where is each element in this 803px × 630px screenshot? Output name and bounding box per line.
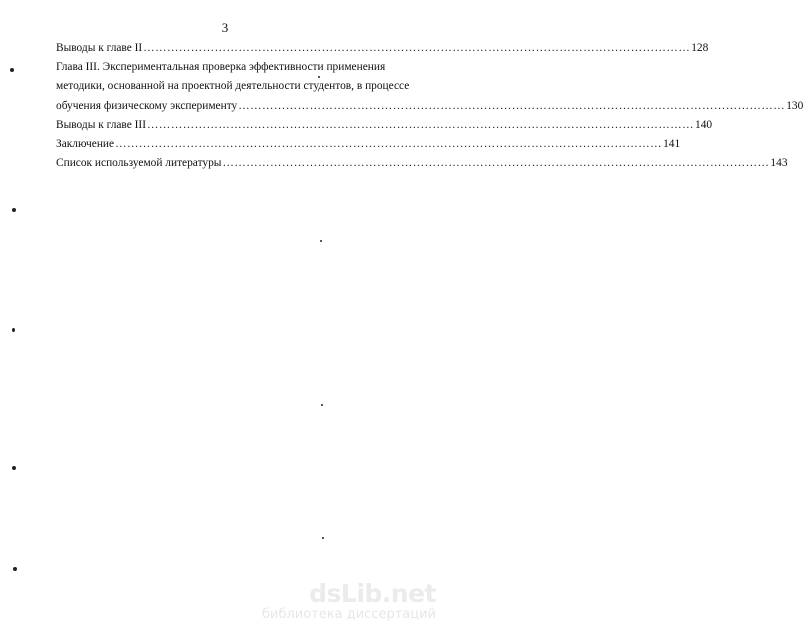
toc-entry-title: Выводы к главе III — [56, 118, 147, 131]
binder-hole-mark — [13, 567, 17, 571]
table-of-contents — [56, 39, 803, 173]
dust-speck — [322, 537, 324, 539]
dust-speck — [321, 404, 323, 406]
dot-leader: ………………………………………………………………………………………………………………………… — [147, 118, 694, 131]
page-number: 3 — [221, 20, 229, 35]
toc-entry-title-line: Глава III. Экспериментальная проверка эффективности применения — [56, 61, 386, 74]
toc-page-number: 141 — [663, 138, 681, 151]
toc-entry-chapter-3[interactable] — [56, 58, 803, 116]
toc-entry-conclusions-chapter-3[interactable] — [56, 116, 713, 135]
toc-page-number: 143 — [770, 157, 788, 170]
toc-entry-conclusions-chapter-2[interactable] — [56, 39, 709, 58]
dust-speck — [318, 76, 320, 78]
dot-leader: ………………………………………………………………………………………………………………………… — [115, 138, 663, 151]
toc-entry-references[interactable] — [56, 154, 788, 173]
binder-hole-mark — [12, 208, 16, 212]
watermark-subtitle: библиотека диссертаций — [262, 607, 436, 622]
toc-entry-conclusion[interactable] — [56, 135, 681, 154]
toc-entry-title: Выводы к главе II — [56, 42, 143, 54]
binder-hole-mark — [10, 68, 14, 72]
watermark — [262, 581, 436, 622]
toc-entry-title-line: обучения физическому эксперименту — [56, 99, 238, 112]
toc-page-number: 140 — [695, 118, 713, 131]
binder-hole-mark — [12, 466, 16, 470]
toc-page-number: 128 — [691, 42, 709, 54]
toc-entry-title: Заключение — [56, 138, 115, 151]
toc-entry-title-line: методики, основанной на проектной деятельности студентов, в процессе — [56, 80, 410, 93]
toc-entry-title: Список используемой литературы — [56, 157, 222, 170]
binder-hole-mark — [12, 328, 15, 332]
watermark-logo: dsLib.net — [309, 579, 436, 608]
dust-speck — [320, 240, 322, 242]
dot-leader: ………………………………………………………………………………………………………………………… — [222, 157, 770, 170]
dot-leader: ………………………………………………………………………………………………………………………… — [238, 99, 786, 112]
toc-page-number: 130 — [786, 99, 803, 112]
dot-leader: ………………………………………………………………………………………………………………………… — [143, 42, 691, 54]
